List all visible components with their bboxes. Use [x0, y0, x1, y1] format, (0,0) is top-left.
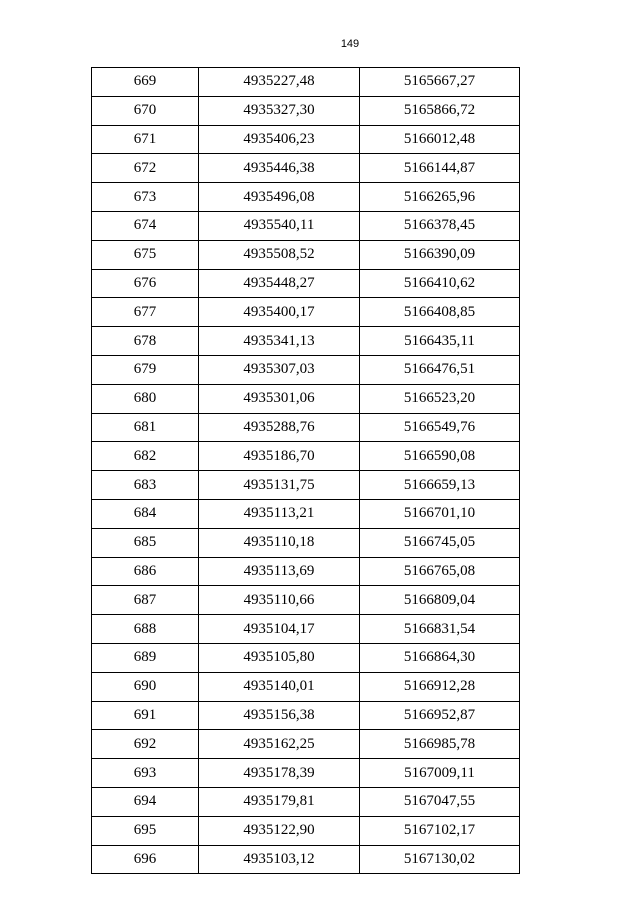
point-number-cell: 682	[92, 442, 199, 471]
table-row	[92, 845, 520, 874]
table-row	[92, 355, 520, 384]
table-row	[92, 557, 520, 586]
x-coordinate-cell: 4935110,66	[199, 586, 360, 615]
table-row	[92, 787, 520, 816]
y-coordinate-cell: 5167102,17	[360, 816, 520, 845]
point-number-cell: 694	[92, 787, 199, 816]
x-coordinate-cell: 4935327,30	[199, 96, 360, 125]
x-coordinate-cell: 4935110,18	[199, 528, 360, 557]
table-row	[92, 701, 520, 730]
point-number-cell: 684	[92, 499, 199, 528]
y-coordinate-cell: 5166523,20	[360, 384, 520, 413]
point-number-cell: 676	[92, 269, 199, 298]
x-coordinate-cell: 4935140,01	[199, 672, 360, 701]
y-coordinate-cell: 5165667,27	[360, 68, 520, 97]
y-coordinate-cell: 5167009,11	[360, 759, 520, 788]
x-coordinate-cell: 4935448,27	[199, 269, 360, 298]
table-row	[92, 68, 520, 97]
y-coordinate-cell: 5166952,87	[360, 701, 520, 730]
y-coordinate-cell: 5167047,55	[360, 787, 520, 816]
y-coordinate-cell: 5166765,08	[360, 557, 520, 586]
coordinates-table-body	[92, 68, 520, 874]
point-number-cell: 670	[92, 96, 199, 125]
x-coordinate-cell: 4935307,03	[199, 355, 360, 384]
x-coordinate-cell: 4935288,76	[199, 413, 360, 442]
x-coordinate-cell: 4935103,12	[199, 845, 360, 874]
y-coordinate-cell: 5166912,28	[360, 672, 520, 701]
table-row	[92, 298, 520, 327]
point-number-cell: 689	[92, 643, 199, 672]
x-coordinate-cell: 4935227,48	[199, 68, 360, 97]
table-row	[92, 327, 520, 356]
table-row	[92, 211, 520, 240]
table-row	[92, 183, 520, 212]
point-number-cell: 690	[92, 672, 199, 701]
point-number-cell: 679	[92, 355, 199, 384]
point-number-cell: 685	[92, 528, 199, 557]
point-number-cell: 669	[92, 68, 199, 97]
table-row	[92, 240, 520, 269]
y-coordinate-cell: 5166408,85	[360, 298, 520, 327]
x-coordinate-cell: 4935540,11	[199, 211, 360, 240]
x-coordinate-cell: 4935446,38	[199, 154, 360, 183]
x-coordinate-cell: 4935496,08	[199, 183, 360, 212]
y-coordinate-cell: 5166435,11	[360, 327, 520, 356]
page-number: 149	[340, 38, 360, 50]
table-row	[92, 154, 520, 183]
point-number-cell: 678	[92, 327, 199, 356]
table-row	[92, 499, 520, 528]
x-coordinate-cell: 4935179,81	[199, 787, 360, 816]
point-number-cell: 691	[92, 701, 199, 730]
y-coordinate-cell: 5166390,09	[360, 240, 520, 269]
x-coordinate-cell: 4935186,70	[199, 442, 360, 471]
y-coordinate-cell: 5166410,62	[360, 269, 520, 298]
x-coordinate-cell: 4935113,21	[199, 499, 360, 528]
coordinates-table	[91, 67, 520, 874]
y-coordinate-cell: 5166144,87	[360, 154, 520, 183]
y-coordinate-cell: 5166476,51	[360, 355, 520, 384]
point-number-cell: 672	[92, 154, 199, 183]
point-number-cell: 675	[92, 240, 199, 269]
table-row	[92, 442, 520, 471]
point-number-cell: 687	[92, 586, 199, 615]
x-coordinate-cell: 4935122,90	[199, 816, 360, 845]
x-coordinate-cell: 4935301,06	[199, 384, 360, 413]
table-row	[92, 643, 520, 672]
y-coordinate-cell: 5166864,30	[360, 643, 520, 672]
table-row	[92, 471, 520, 500]
table-row	[92, 586, 520, 615]
point-number-cell: 692	[92, 730, 199, 759]
table-row	[92, 269, 520, 298]
y-coordinate-cell: 5166831,54	[360, 615, 520, 644]
x-coordinate-cell: 4935156,38	[199, 701, 360, 730]
point-number-cell: 681	[92, 413, 199, 442]
table-row	[92, 672, 520, 701]
point-number-cell: 686	[92, 557, 199, 586]
y-coordinate-cell: 5166265,96	[360, 183, 520, 212]
x-coordinate-cell: 4935406,23	[199, 125, 360, 154]
point-number-cell: 695	[92, 816, 199, 845]
point-number-cell: 683	[92, 471, 199, 500]
x-coordinate-cell: 4935104,17	[199, 615, 360, 644]
x-coordinate-cell: 4935162,25	[199, 730, 360, 759]
table-row	[92, 730, 520, 759]
point-number-cell: 680	[92, 384, 199, 413]
point-number-cell: 677	[92, 298, 199, 327]
y-coordinate-cell: 5166012,48	[360, 125, 520, 154]
table-row	[92, 96, 520, 125]
y-coordinate-cell: 5166590,08	[360, 442, 520, 471]
x-coordinate-cell: 4935131,75	[199, 471, 360, 500]
point-number-cell: 696	[92, 845, 199, 874]
table-row	[92, 413, 520, 442]
y-coordinate-cell: 5166701,10	[360, 499, 520, 528]
y-coordinate-cell: 5166809,04	[360, 586, 520, 615]
y-coordinate-cell: 5167130,02	[360, 845, 520, 874]
y-coordinate-cell: 5166659,13	[360, 471, 520, 500]
point-number-cell: 673	[92, 183, 199, 212]
y-coordinate-cell: 5166745,05	[360, 528, 520, 557]
table-row	[92, 125, 520, 154]
y-coordinate-cell: 5165866,72	[360, 96, 520, 125]
point-number-cell: 671	[92, 125, 199, 154]
x-coordinate-cell: 4935178,39	[199, 759, 360, 788]
x-coordinate-cell: 4935400,17	[199, 298, 360, 327]
table-row	[92, 384, 520, 413]
x-coordinate-cell: 4935113,69	[199, 557, 360, 586]
point-number-cell: 693	[92, 759, 199, 788]
y-coordinate-cell: 5166378,45	[360, 211, 520, 240]
y-coordinate-cell: 5166985,78	[360, 730, 520, 759]
x-coordinate-cell: 4935341,13	[199, 327, 360, 356]
y-coordinate-cell: 5166549,76	[360, 413, 520, 442]
table-row	[92, 615, 520, 644]
point-number-cell: 674	[92, 211, 199, 240]
x-coordinate-cell: 4935508,52	[199, 240, 360, 269]
x-coordinate-cell: 4935105,80	[199, 643, 360, 672]
point-number-cell: 688	[92, 615, 199, 644]
table-row	[92, 759, 520, 788]
table-row	[92, 816, 520, 845]
table-row	[92, 528, 520, 557]
